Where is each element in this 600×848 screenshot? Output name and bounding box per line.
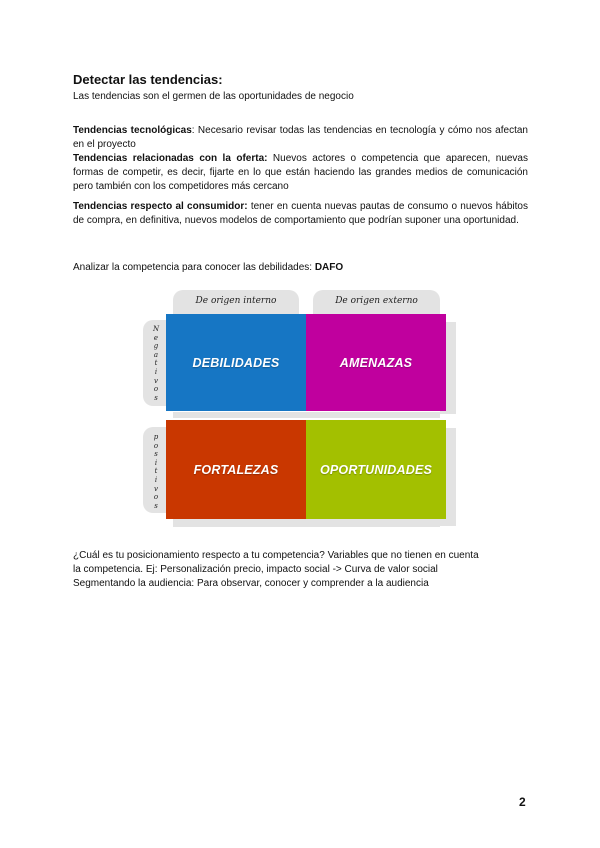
trend-consumer-label: Tendencias respecto al consumidor:: [73, 201, 248, 212]
trend-technology: [73, 124, 528, 152]
dafo-debilidades: [166, 314, 306, 411]
trend-technology-label: Tendencias tecnológicas: [73, 125, 192, 136]
page-number: 2: [519, 795, 526, 809]
dafo-row-letter: a: [153, 350, 159, 359]
dafo-row-letter: s: [154, 393, 158, 402]
dafo-row-letter: o: [153, 385, 159, 394]
dafo-oportunidades: [306, 420, 446, 519]
dafo-row-letter: i: [154, 458, 158, 467]
closing-line: la competencia. Ej: Personalización precio, impacto social -> Curva de valor social: [73, 564, 438, 575]
closing-text: [73, 549, 533, 591]
dafo-row-letter: s: [154, 501, 158, 510]
dafo-oportunidades-label: OPORTUNIDADES: [319, 462, 433, 477]
dafo-row-letter: i: [154, 475, 158, 484]
dafo-row-letter: v: [154, 484, 158, 493]
dafo-row-letter: t: [154, 359, 158, 368]
dafo-debilidades-label: DEBILIDADES: [192, 355, 280, 370]
dafo-row-letter: s: [154, 450, 158, 459]
dafo-shadow: [173, 518, 440, 527]
dafo-row-letter: p: [153, 433, 159, 441]
dafo-row-letter: o: [153, 441, 159, 450]
dafo-intro-bold: DAFO: [314, 262, 344, 273]
dafo-row-letter: o: [153, 493, 159, 502]
dafo-col-external: De origen externo: [313, 290, 440, 322]
dafo-row-letter: g: [153, 342, 159, 351]
dafo-fortalezas-label: FORTALEZAS: [193, 462, 279, 477]
trend-consumer-text: tener en cuenta nuevas pautas de consumo o nuevos hábitos de compra, en definitiva, nuevos modelos de comportamiento que podrían suponer una oportunidad.: [73, 201, 528, 226]
dafo-row-letter: t: [154, 467, 158, 476]
dafo-row-letter: N: [152, 325, 160, 333]
trend-technology-text: : Necesario revisar todas las tendencias en tecnología y cómo nos afectan en el proyecto: [73, 125, 528, 150]
closing-line: Segmentando la audiencia: Para observar, conocer y comprender a la audiencia: [73, 578, 429, 589]
trend-consumer: [73, 200, 528, 228]
section-subheading: Las tendencias son el germen de las oportunidades de negocio: [73, 91, 354, 102]
section-heading: Detectar las tendencias:: [73, 72, 223, 87]
trend-offer: [73, 152, 528, 194]
dafo-col-internal: De origen interno: [173, 290, 299, 322]
dafo-shadow: [173, 412, 440, 418]
dafo-intro-text: Analizar la competencia para conocer las debilidades:: [73, 262, 315, 273]
trend-offer-label: Tendencias relacionadas con la oferta:: [73, 153, 268, 164]
dafo-row-letter: e: [153, 333, 159, 342]
dafo-intro: [73, 262, 343, 273]
dafo-row-letter: i: [154, 367, 158, 376]
dafo-row-letter: v: [154, 376, 158, 385]
closing-line: ¿Cuál es tu posicionamiento respecto a tu competencia? Variables que no tienen en cuenta: [73, 550, 479, 561]
trend-offer-text: Nuevos actores o competencia que aparecen, nuevas formas de competir, es decir, fijarte en lo que están haciendo las grandes medios de comunicación pero también con los competidores más cercano: [73, 153, 528, 192]
dafo-fortalezas: [166, 420, 306, 519]
dafo-amenazas: [306, 314, 446, 411]
dafo-amenazas-label: AMENAZAS: [339, 355, 413, 370]
